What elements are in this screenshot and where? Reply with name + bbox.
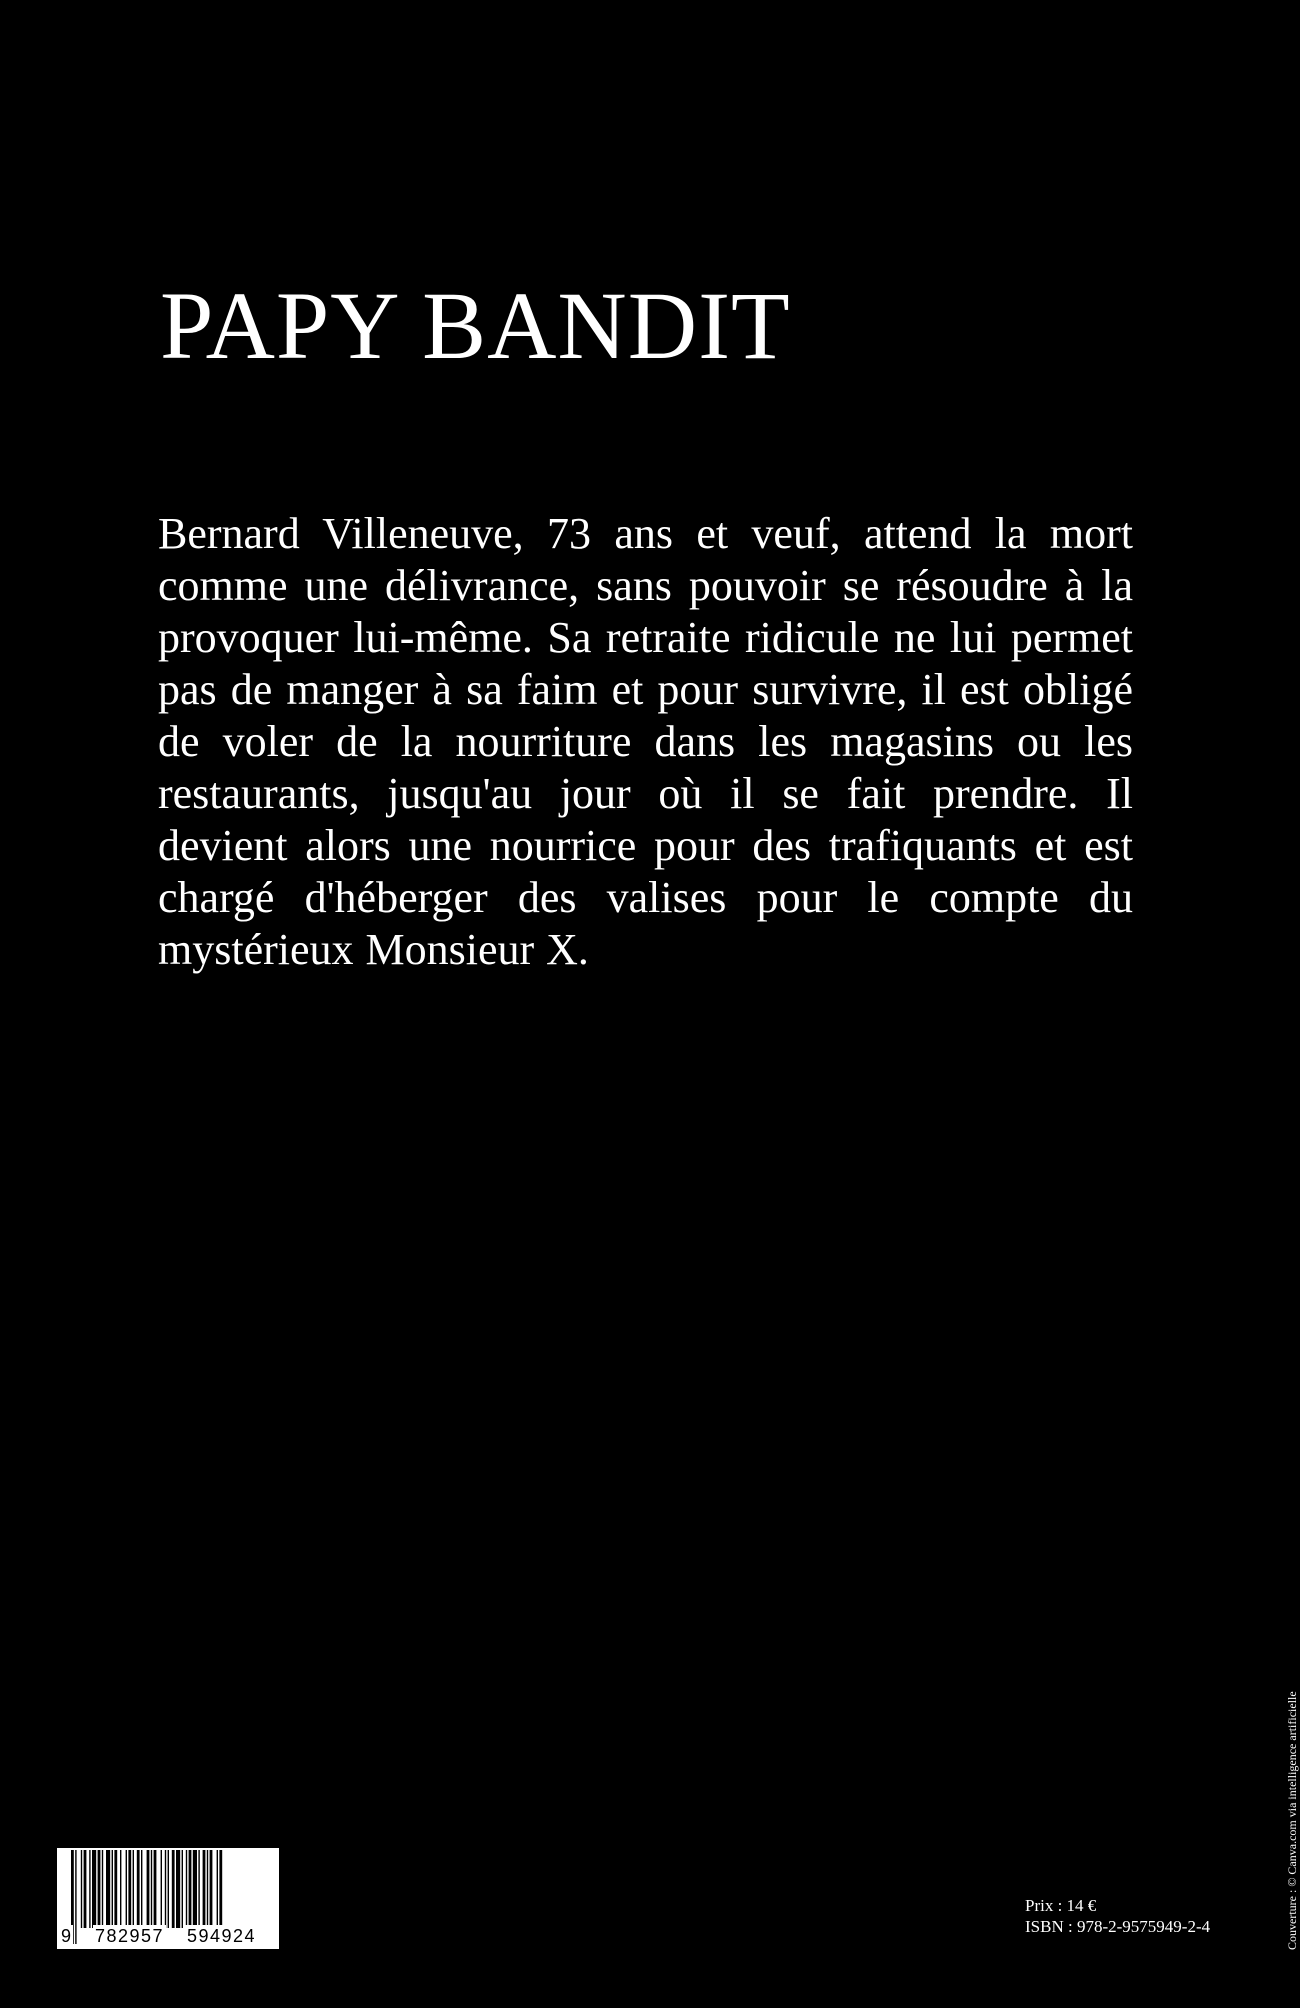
pricing-block <box>1025 1895 1210 1937</box>
isbn-barcode <box>55 1846 281 1951</box>
back-cover-blurb: Bernard Villeneuve, 73 ans et veuf, attend la mort comme une délivrance, sans pouvoir se résoudre à la provoquer lui-même. Sa retraite ridicule ne lui permet pas de manger à sa faim et pour survivre, il est obligé de voler de la nourriture dans les magasins ou les restaurants, jusqu'au jour où il se fait prendre. Il devient alors une nourrice pour des trafiquants et est chargé d'héberger des valises pour le compte du mystérieux Monsieur X. <box>158 509 1133 974</box>
cover-credit: Couverture : © Canva.com via intelligence artificielle <box>1285 1691 1299 1950</box>
barcode-digit-group-1: 782957 <box>95 1926 165 1946</box>
barcode-digits <box>57 1925 279 1947</box>
barcode-digit-group-2: 594924 <box>187 1926 257 1946</box>
book-title: PAPY BANDIT <box>160 272 791 379</box>
price-label: Prix : 14 € <box>1025 1896 1097 1915</box>
barcode-digit-first: 9 <box>61 1926 72 1946</box>
isbn-label: ISBN : 978-2-9575949-2-4 <box>1025 1917 1211 1936</box>
